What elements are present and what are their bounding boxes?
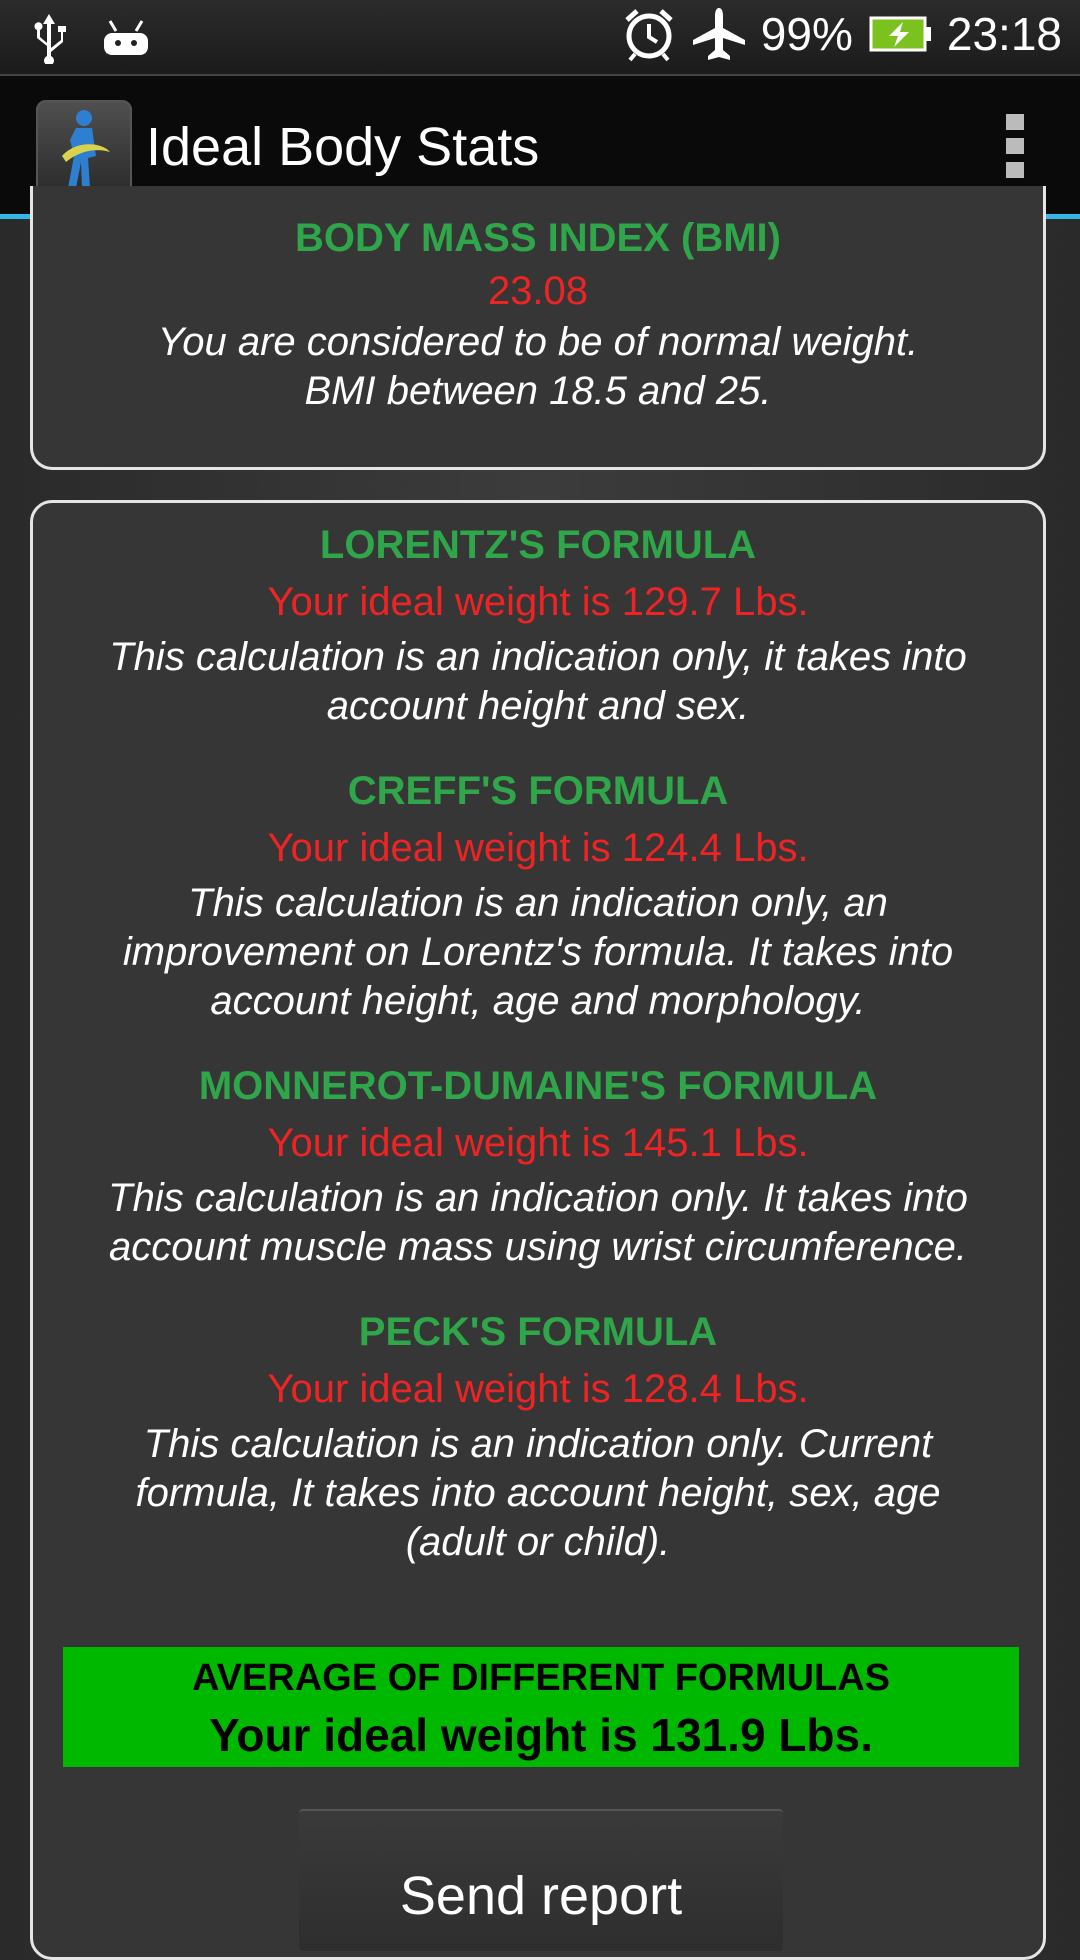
bmi-value: 23.08 — [487, 269, 589, 313]
formula-heading: MONNEROT-DUMAINE'S FORMULA — [198, 1064, 878, 1108]
overflow-menu-icon[interactable] — [1006, 114, 1028, 178]
android-debug-icon — [98, 17, 154, 57]
formula-result: Your ideal weight is 124.4 Lbs. — [267, 826, 809, 870]
formula-description-line: account height, age and morphology. — [210, 979, 866, 1023]
formula-description-line: formula, It takes into account height, sex, age — [135, 1471, 941, 1515]
formula-description-line: This calculation is an indication only, it takes into — [109, 635, 967, 679]
formula-result: Your ideal weight is 145.1 Lbs. — [267, 1121, 809, 1165]
formula-section — [33, 731, 1043, 1026]
app-title: Ideal Body Stats — [146, 117, 540, 177]
bmi-description-line-1: You are considered to be of normal weight. — [157, 320, 919, 364]
formula-description-line: (adult or child). — [405, 1520, 671, 1564]
formula-description-line: This calculation is an indication only. It takes into — [108, 1176, 968, 1220]
formula-description-line: account muscle mass using wrist circumference. — [108, 1225, 968, 1269]
usb-icon — [28, 10, 70, 64]
clock: 23:18 — [946, 8, 1062, 60]
formula-description-line: account height and sex. — [326, 684, 750, 728]
alarm-icon — [621, 6, 677, 62]
bmi-heading: BODY MASS INDEX (BMI) — [295, 216, 781, 260]
bmi-card — [30, 186, 1046, 470]
formula-description-line: This calculation is an indication only. Current — [143, 1422, 933, 1466]
formula-heading: CREFF'S FORMULA — [347, 769, 729, 813]
bmi-description-line-2: BMI between 18.5 and 25. — [304, 369, 772, 413]
formula-section — [33, 1026, 1043, 1272]
airplane-icon — [691, 6, 747, 62]
formula-section — [33, 503, 1043, 731]
status-bar — [0, 0, 1080, 76]
battery-percent: 99% — [760, 8, 853, 60]
formula-heading: LORENTZ'S FORMULA — [319, 523, 757, 567]
send-report-button[interactable] — [299, 1809, 783, 1951]
app-logo-icon[interactable] — [36, 100, 132, 196]
formula-heading: PECK'S FORMULA — [358, 1310, 718, 1354]
average-result: Your ideal weight is 131.9 Lbs. — [209, 1709, 873, 1761]
formula-result: Your ideal weight is 128.4 Lbs. — [267, 1367, 809, 1411]
formula-section — [33, 1272, 1043, 1567]
battery-charging-icon — [867, 14, 933, 54]
formula-result: Your ideal weight is 129.7 Lbs. — [267, 580, 809, 624]
average-heading: AVERAGE OF DIFFERENT FORMULAS — [191, 1657, 891, 1699]
average-box — [63, 1647, 1019, 1767]
send-report-label: Send report — [399, 1866, 683, 1926]
formulas-card — [30, 500, 1046, 1960]
formula-description-line: improvement on Lorentz's formula. It takes into — [122, 930, 954, 974]
formula-description-line: This calculation is an indication only, an — [188, 881, 888, 925]
